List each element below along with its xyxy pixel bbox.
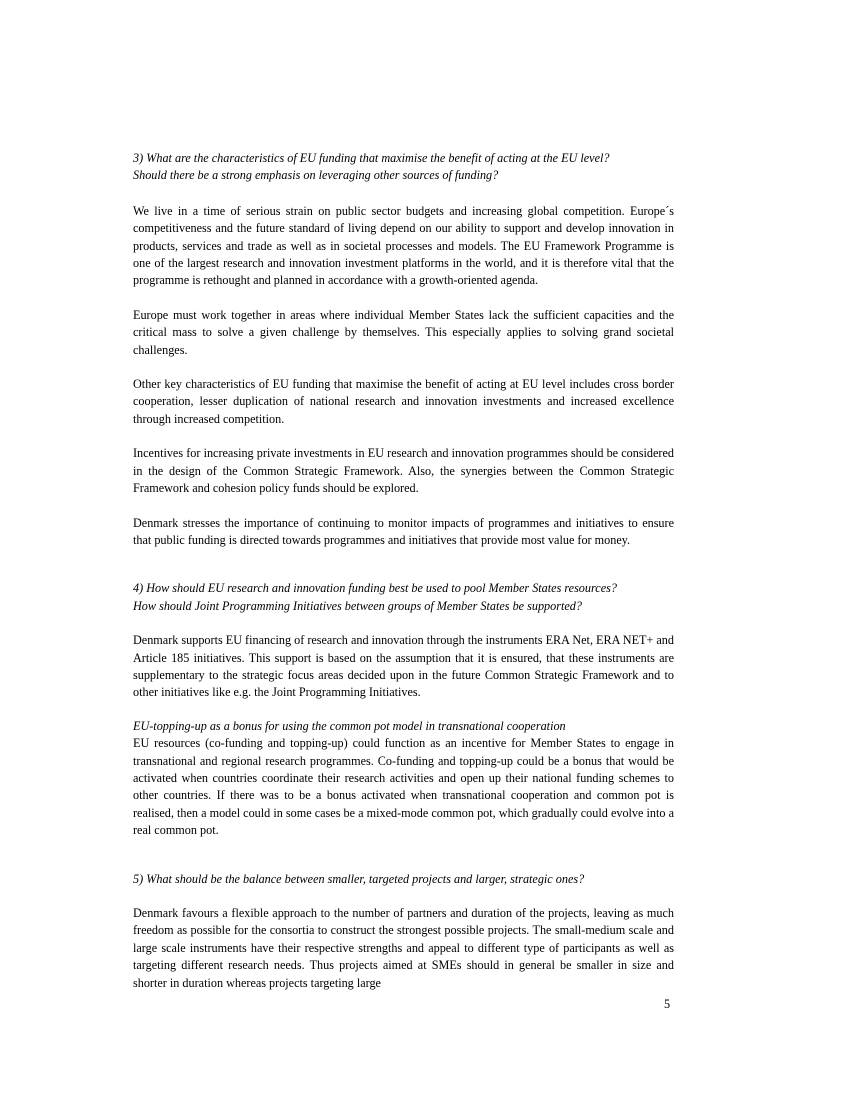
q3-paragraph-2: Europe must work together in areas where individual Member States lack the sufficient capacities and the critical mass to solve a given challenge by themselves. This especially applies to solving grand societal challenges. (133, 307, 674, 357)
question-4-heading (133, 580, 674, 615)
question-3-heading-line-1: 3) What are the characteristics of EU funding that maximise the benefit of acting at the EU level? (133, 151, 610, 165)
question-3-heading (133, 150, 674, 185)
q3-paragraph-1: We live in a time of serious strain on public sector budgets and increasing global competition. Europe´s competitiveness and the future standard of living depend on our ability to support and develop innovation in products, services and trade as well as in societal processes and models. The EU Framework Programme is one of the largest research and innovation investment platforms in the world, and it is therefore vital that the programme is rethought and planned in accordance with a growth-oriented agenda. (133, 203, 674, 288)
question-4-heading-line-2: How should Joint Programming Initiatives between groups of Member States be supported? (133, 598, 582, 613)
question-4-heading-line-1: 4) How should EU research and innovation funding best be used to pool Member States resources? (133, 581, 617, 596)
q4-paragraph-2: EU resources (co-funding and topping-up) could function as an incentive for Member States to engage in transnational and regional research programmes. Co-funding and topping-up could be a bonus that would be activated when countries coordinate their research activities and open up their national funding schemes to other countries. If there was to be a bonus activated when transnational cooperation and common pot is realised, then a model could in some cases be a mixed-mode common pot, which gradually could evolve into a real common pot. (133, 736, 674, 838)
document-body (133, 150, 674, 992)
page-number: 5 (664, 997, 671, 1011)
q4-subheading: EU-topping-up as a bonus for using the common pot model in transnational cooperation (133, 718, 566, 733)
q3-paragraph-3: Other key characteristics of EU funding that maximise the benefit of acting at EU level includes cross border cooperation, lesser duplication of national research and innovation investments and increased excellence through increased competition. (133, 377, 674, 426)
section-question-4 (133, 580, 674, 839)
question-5-heading: 5) What should be the balance between smaller, targeted projects and larger, strategic ones? (133, 871, 585, 886)
q4-paragraph-1: Denmark supports EU financing of research and innovation through the instruments ERA Net, ERA NET+ and Article 185 initiatives. This support is based on the assumption that it is ensured, that these instruments are supplementary to the strategic focus areas decided upon in the future Common Strategic Framework and to other initiatives like e.g. the Joint Programming Initiatives. (133, 633, 674, 700)
question-3-heading-line-2: Should there be a strong emphasis on leveraging other sources of funding? (133, 168, 499, 183)
section-question-5 (133, 871, 674, 992)
section-question-3 (133, 150, 674, 549)
q3-paragraph-5: Denmark stresses the importance of continuing to monitor impacts of programmes and initiatives to ensure that public funding is directed towards programmes and initiatives that provide most value for money. (133, 515, 674, 547)
q5-paragraph-1: Denmark favours a flexible approach to the number of partners and duration of the projects, leaving as much freedom as possible for the consortia to construct the strongest possible projects. The small-medium scale and large scale instruments have their respective strengths and appeal to different type of participants as well as targeting different research needs. Thus projects aimed at SMEs should in general be smaller in size and shorter in duration whereas projects targeting large (133, 906, 674, 990)
q3-paragraph-4: Incentives for increasing private investments in EU research and innovation programmes should be considered in the design of the Common Strategic Framework. Also, the synergies between the Common Strategic Framework and cohesion policy funds should be explored. (133, 446, 674, 496)
